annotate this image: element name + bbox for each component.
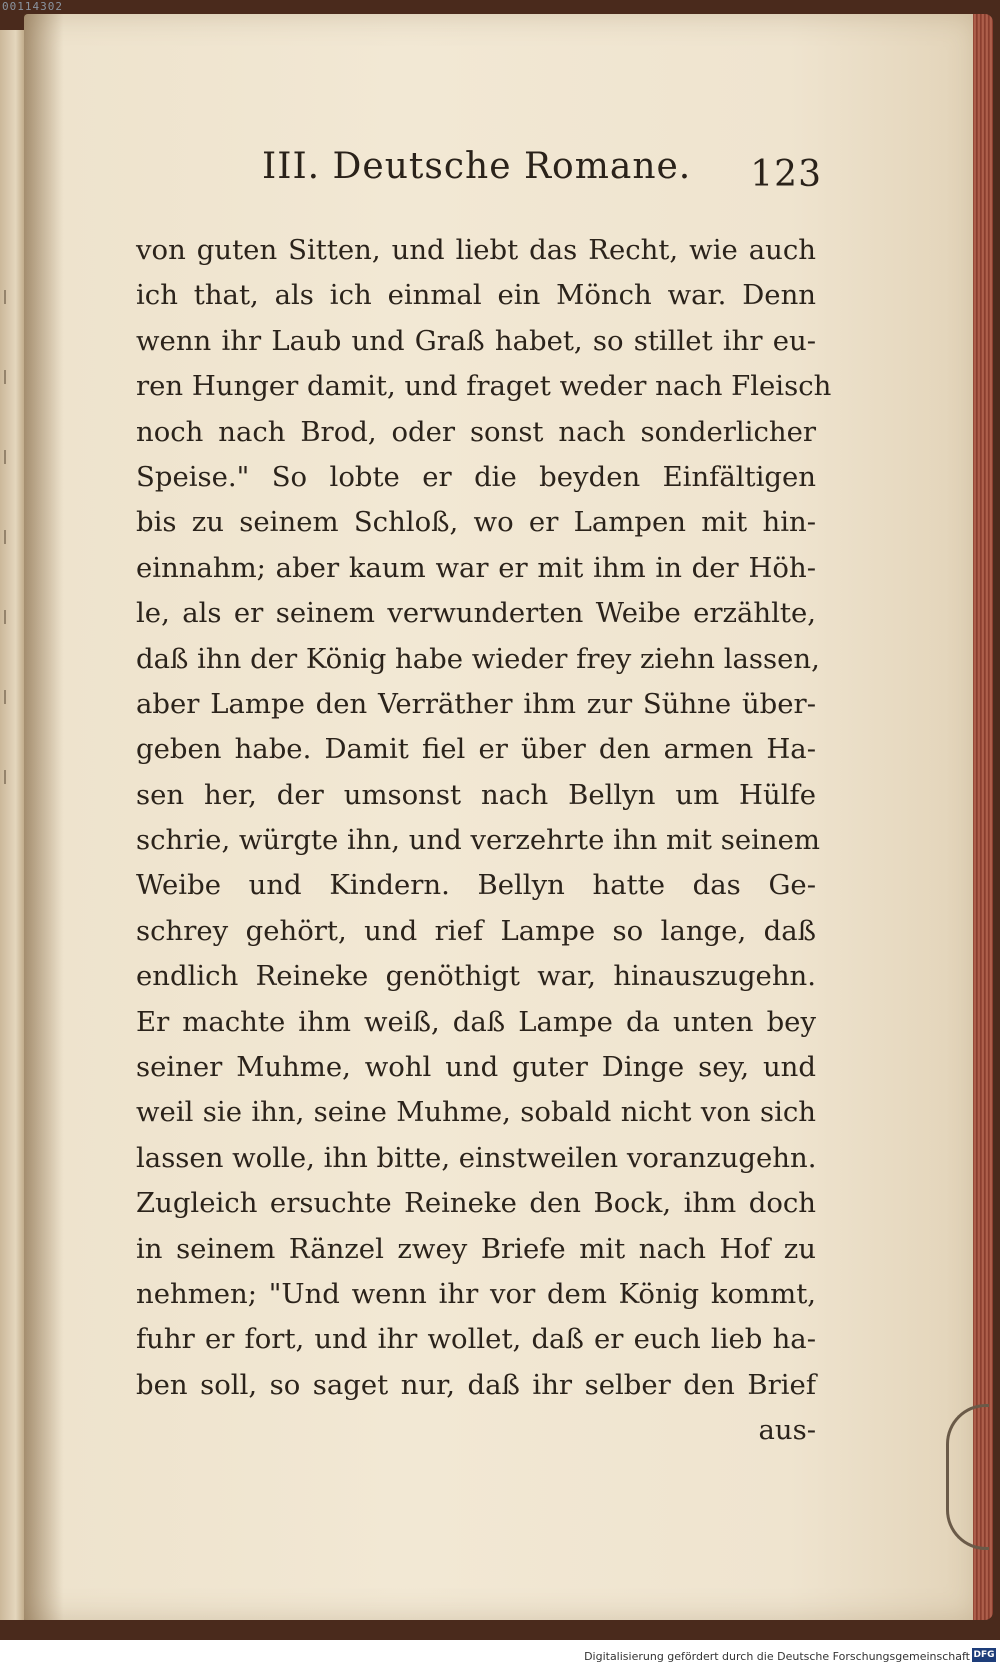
text-line: endlich Reineke genöthigt war, hinauszugehn. — [136, 960, 816, 993]
text-line: noch nach Brod, oder sonst nach sonderlicher — [136, 415, 816, 448]
digitization-footer — [0, 1640, 1000, 1674]
text-line: Zugleich ersuchte Reineke den Bock, ihm doch — [136, 1187, 816, 1220]
text-line: wenn ihr Laub und Graß habet, so stillet ihr eu- — [136, 324, 816, 357]
page-number: 123 — [750, 154, 822, 195]
clasp-outline — [946, 1404, 989, 1550]
gutter-shadow — [24, 14, 64, 1620]
catchword: aus- — [758, 1414, 816, 1447]
margin-mark — [4, 610, 12, 624]
margin-mark — [4, 290, 12, 304]
text-line: ben soll, so saget nur, daß ihr selber den Brief — [136, 1368, 816, 1401]
margin-mark — [4, 770, 12, 784]
text-line: Speise." So lobte er die beyden Einfältigen — [136, 460, 816, 493]
text-line: aber Lampe den Verräther ihm zur Sühne über- — [136, 687, 816, 720]
page-edge — [973, 14, 993, 1620]
margin-mark — [4, 690, 12, 704]
margin-mark — [4, 370, 12, 384]
running-header — [262, 146, 822, 206]
text-line: le, als er seinem verwunderten Weibe erzählte, — [136, 597, 816, 630]
running-title: III. Deutsche Romane. — [262, 146, 692, 187]
scan-id-label: 00114302 — [2, 0, 63, 13]
text-line: nehmen; "Und wenn ihr vor dem König kommt, — [136, 1277, 816, 1310]
facing-page-edge — [0, 30, 26, 1620]
dfg-logo: DFG — [973, 1650, 995, 1660]
funding-credit: Digitalisierung gefördert durch die Deutsche Forschungsgemeinschaft — [584, 1650, 970, 1663]
text-line: von guten Sitten, und liebt das Recht, wie auch — [136, 234, 816, 266]
text-line: sen her, der umsonst nach Bellyn um Hülfe — [136, 778, 816, 811]
text-line: bis zu seinem Schloß, wo er Lampen mit hin- — [136, 506, 816, 539]
text-line: schrey gehört, und rief Lampe so lange, daß — [136, 914, 816, 947]
text-line: seiner Muhme, wohl und guter Dinge sey, und — [136, 1051, 816, 1084]
text-line: geben habe. Damit fiel er über den armen Ha- — [136, 733, 816, 766]
margin-mark — [4, 450, 12, 464]
text-line: daß ihn der König habe wieder frey ziehn lassen, — [136, 642, 820, 675]
body-text — [136, 228, 832, 1454]
margin-mark — [4, 530, 12, 544]
text-line: schrie, würgte ihn, und verzehrte ihn mit seinem — [136, 824, 820, 857]
text-line: Er machte ihm weiß, daß Lampe da unten bey — [136, 1005, 816, 1038]
text-line: ich that, als ich einmal ein Mönch war. Denn — [136, 279, 816, 312]
text-line: lassen wolle, ihn bitte, einstweilen voranzugehn. — [136, 1141, 817, 1174]
text-line: fuhr er fort, und ihr wollet, daß er euch lieb ha- — [136, 1323, 816, 1356]
text-line: in seinem Ränzel zwey Briefe mit nach Hof zu — [136, 1232, 816, 1265]
text-line: Weibe und Kindern. Bellyn hatte das Ge- — [136, 869, 816, 902]
text-line: einnahm; aber kaum war er mit ihm in der Höh- — [136, 551, 816, 584]
text-line: weil sie ihn, seine Muhme, sobald nicht von sich — [136, 1096, 816, 1129]
text-line: ren Hunger damit, und fraget weder nach Fleisch — [136, 370, 832, 403]
